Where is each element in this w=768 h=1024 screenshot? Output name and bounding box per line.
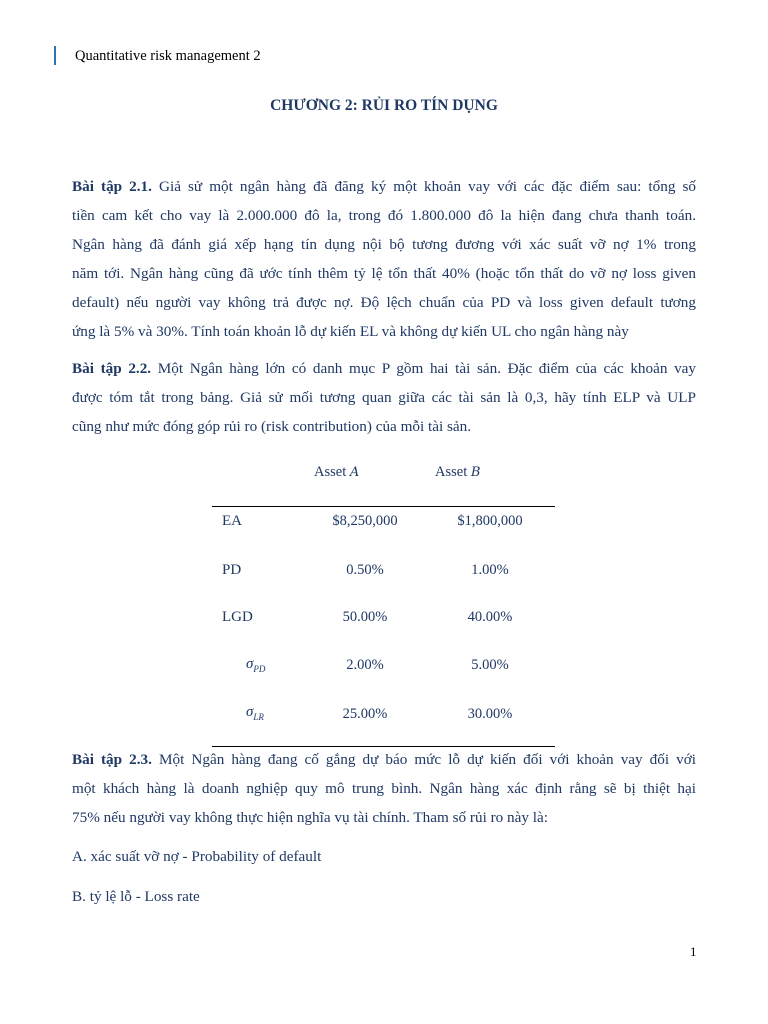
exercise-2-2: Bài tập 2.2. Một Ngân hàng lớn có danh mục P gồm hai tài sản. Đặc điểm của các khoản vay được tóm tắt trong bảng. Giả sử mối tương quan giữa các tài sản là 0,3, hãy tính ELP và ULP cũng như mức đóng góp rủi ro (risk contribution) của mỗi tài sản. bbox=[72, 354, 696, 441]
exercise-2-1: Bài tập 2.1. Giả sử một ngân hàng đã đăng ký một khoản vay với các đặc điểm sau: tổng số tiền cam kết cho vay là 2.000.000 đô la, trong đó 1.800.000 đô la hiện đang chưa thanh toán. Ngân hàng đã đánh giá xếp hạng tín dụng nội bộ tương đương với xác suất vỡ nợ 1% trong năm tới. Ngân hàng cũng đã ước tính thêm tỷ lệ tổn thất 40% (hoặc tổn thất do vỡ nợ loss given default) nếu người vay không trả được nợ. Độ lệch chuẩn của PD và loss given default tương ứng là 5% và 30%. Tính toán khoản lỗ dự kiến EL và không dự kiến UL cho ngân hàng này bbox=[72, 172, 696, 346]
cell-lgd-b: 40.00% bbox=[467, 609, 513, 625]
table-header-asset-a: Asset A bbox=[314, 464, 360, 480]
row-label-sigma-pd: $\sigma_{PD}$ bbox=[246, 656, 266, 674]
row-label-ea: EA bbox=[222, 513, 242, 529]
running-header: Quantitative risk management 2 bbox=[75, 48, 261, 64]
cell-ea-a: $8,250,000 bbox=[332, 513, 398, 529]
cell-pd-a: 0.50% bbox=[346, 562, 384, 578]
table-top-rule bbox=[212, 506, 555, 507]
cell-sigma-pd-b: 5.00% bbox=[471, 657, 509, 673]
row-label-sigma-lr: $\sigma_{LR}$ bbox=[246, 704, 264, 722]
cell-sigma-lr-a: 25.00% bbox=[342, 706, 388, 722]
paragraph-line: ứng là 5% và 30%. Tính toán khoản lỗ dự kiến EL và không dự kiến UL cho ngân hàng này bbox=[72, 323, 629, 340]
header-accent-bar bbox=[54, 46, 56, 65]
cell-sigma-lr-b: 30.00% bbox=[467, 706, 513, 722]
paragraph-line: cũng như mức đóng góp rủi ro (risk contribution) của mỗi tài sản. bbox=[72, 418, 472, 435]
page-number: 1 bbox=[690, 944, 697, 959]
paragraph-line: một khách hàng là doanh nghiệp quy mô trung bình. Ngân hàng xác định rằng sẽ bị thiệt hại bbox=[72, 780, 696, 797]
cell-pd-b: 1.00% bbox=[471, 562, 509, 578]
table-header-asset-b: Asset B bbox=[435, 464, 481, 480]
option-b: B. tỷ lệ lỗ - Loss rate bbox=[72, 888, 200, 905]
paragraph-line: năm tới. Ngân hàng cũng đã ước tính thêm tỷ lệ tổn thất 40% (hoặc tổn thất do vỡ nợ loss given bbox=[72, 265, 696, 282]
cell-lgd-a: 50.00% bbox=[342, 609, 388, 625]
cell-sigma-pd-a: 2.00% bbox=[346, 657, 384, 673]
row-label-pd: PD bbox=[222, 562, 242, 578]
exercise-label: Bài tập 2.2. bbox=[72, 360, 152, 377]
cell-ea-b: $1,800,000 bbox=[457, 513, 523, 529]
option-a: A. xác suất vỡ nợ - Probability of default bbox=[72, 848, 322, 865]
row-label-lgd: LGD bbox=[222, 609, 253, 625]
paragraph-line: 75% nếu người vay không thực hiện nghĩa vụ tài chính. Tham số rủi ro này là: bbox=[72, 809, 548, 826]
exercise-2-3: Bài tập 2.3. Một Ngân hàng đang cố gắng dự báo mức lỗ dự kiến đối với khoản vay đối với một khách hàng là doanh nghiệp quy mô trung bình. Ngân hàng xác định rằng sẽ bị thiệt hại 75% nếu người vay không thực hiện nghĩa vụ tài chính. Tham số rủi ro này là: bbox=[72, 745, 696, 832]
paragraph-line: tiền cam kết cho vay là 2.000.000 đô la, trong đó 1.800.000 đô la hiện đang chưa thanh toán. bbox=[72, 207, 696, 224]
paragraph-line: được tóm tắt trong bảng. Giả sử mối tương quan giữa các tài sản là 0,3, hãy tính ELP và ULP bbox=[72, 389, 696, 406]
paragraph-line: Ngân hàng đã đánh giá xếp hạng tín dụng nội bộ tương đương với xác suất vỡ nợ 1% trong bbox=[72, 236, 696, 253]
exercise-label: Bài tập 2.3. bbox=[72, 751, 152, 768]
paragraph-line: default) nếu người vay không trả được nợ. Độ lệch chuẩn của PD và loss given default tương bbox=[72, 294, 696, 311]
exercise-label: Bài tập 2.1. bbox=[72, 178, 152, 195]
chapter-title: CHƯƠNG 2: RỦI RO TÍN DỤNG bbox=[270, 97, 498, 114]
